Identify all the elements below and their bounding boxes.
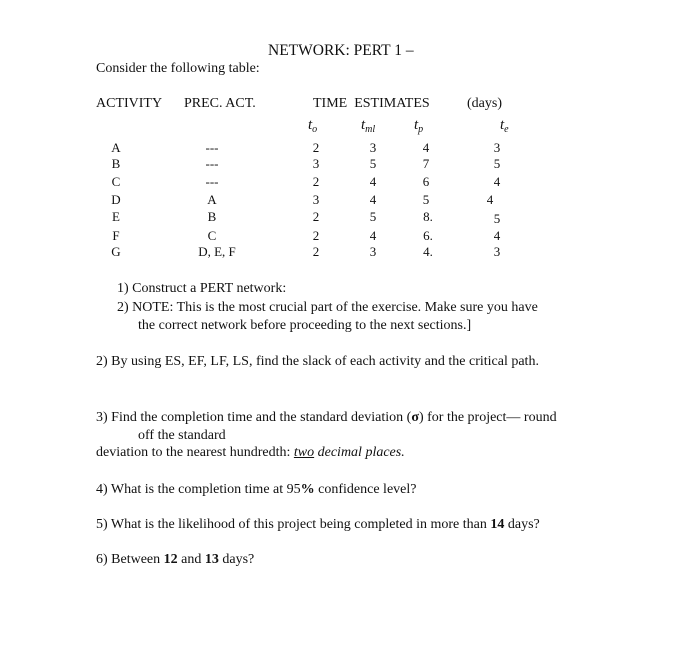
row-f-tp: 6. bbox=[423, 228, 433, 243]
row-c-activity: C bbox=[111, 174, 121, 189]
row-b-tp: 7 bbox=[422, 156, 430, 171]
header-days: (days) bbox=[467, 96, 502, 111]
row-a-tp: 4 bbox=[422, 140, 430, 155]
row-b-activity: B bbox=[111, 156, 121, 171]
subheader-tp: $t_p$ bbox=[414, 117, 424, 135]
row-c-tp: 6 bbox=[422, 174, 430, 189]
header-time-estimates: TIME ESTIMATES bbox=[313, 96, 430, 111]
row-c-to: 2 bbox=[312, 174, 320, 189]
row-d-tp: 5 bbox=[422, 192, 430, 207]
row-a-te: 3 bbox=[493, 140, 501, 155]
intro-text: Consider the following table: bbox=[96, 61, 260, 76]
row-g-to: 2 bbox=[312, 244, 320, 259]
row-f-activity: F bbox=[112, 228, 120, 243]
row-e-to: 2 bbox=[312, 209, 320, 224]
question-1-item-2-line-2: the correct network before proceeding to the next sections.] bbox=[138, 318, 472, 333]
row-a-prec: --- bbox=[205, 140, 219, 155]
subheader-te: $t_e$ bbox=[500, 117, 509, 135]
row-e-tp: 8. bbox=[423, 209, 433, 224]
row-a-tml: 3 bbox=[369, 140, 377, 155]
row-d-to: 3 bbox=[312, 192, 320, 207]
row-e-prec: B bbox=[207, 209, 217, 224]
row-f-te: 4 bbox=[493, 228, 501, 243]
row-e-activity: E bbox=[112, 209, 120, 224]
row-a-activity: A bbox=[111, 140, 121, 155]
row-f-to: 2 bbox=[312, 228, 320, 243]
question-3-line-1: 3) Find the completion time and the standard deviation (σ) for the project— round bbox=[96, 410, 557, 425]
question-5: 5) What is the likelihood of this project being completed in more than 14 days? bbox=[96, 517, 540, 532]
question-2: 2) By using ES, EF, LF, LS, find the slack of each activity and the critical path. bbox=[96, 354, 539, 369]
row-d-te: 4 bbox=[486, 192, 494, 207]
row-c-tml: 4 bbox=[369, 174, 377, 189]
row-e-te: 5 bbox=[493, 211, 501, 226]
page-title: NETWORK: PERT 1 – bbox=[268, 42, 414, 59]
question-1-item-2-line-1: 2) NOTE: This is the most crucial part of the exercise. Make sure you have bbox=[117, 300, 538, 315]
header-prec-act: PREC. ACT. bbox=[184, 96, 256, 111]
row-e-tml: 5 bbox=[369, 209, 377, 224]
row-g-prec: D, E, F bbox=[198, 244, 236, 259]
row-b-to: 3 bbox=[312, 156, 320, 171]
row-f-tml: 4 bbox=[369, 228, 377, 243]
row-b-prec: --- bbox=[205, 156, 219, 171]
subheader-to: $t_o$ bbox=[308, 117, 318, 135]
question-1-item-1: 1) Construct a PERT network: bbox=[117, 281, 287, 296]
question-3-line-3: deviation to the nearest hundredth: two decimal places. bbox=[96, 445, 405, 460]
subheader-tml: $t_{ml}$ bbox=[361, 117, 376, 135]
row-g-activity: G bbox=[111, 244, 121, 259]
row-f-prec: C bbox=[207, 228, 217, 243]
row-g-tml: 3 bbox=[369, 244, 377, 259]
row-d-activity: D bbox=[111, 192, 121, 207]
row-g-te: 3 bbox=[493, 244, 501, 259]
row-d-tml: 4 bbox=[369, 192, 377, 207]
row-c-te: 4 bbox=[493, 174, 501, 189]
row-c-prec: --- bbox=[205, 174, 219, 189]
row-a-to: 2 bbox=[312, 140, 320, 155]
row-g-tp: 4. bbox=[423, 244, 433, 259]
question-3-line-2: off the standard bbox=[138, 428, 226, 443]
row-d-prec: A bbox=[207, 192, 217, 207]
header-activity: ACTIVITY bbox=[96, 96, 163, 111]
row-b-te: 5 bbox=[493, 156, 501, 171]
question-6: 6) Between 12 and 13 days? bbox=[96, 552, 255, 567]
row-b-tml: 5 bbox=[369, 156, 377, 171]
question-4: 4) What is the completion time at 95% confidence level? bbox=[96, 482, 417, 497]
